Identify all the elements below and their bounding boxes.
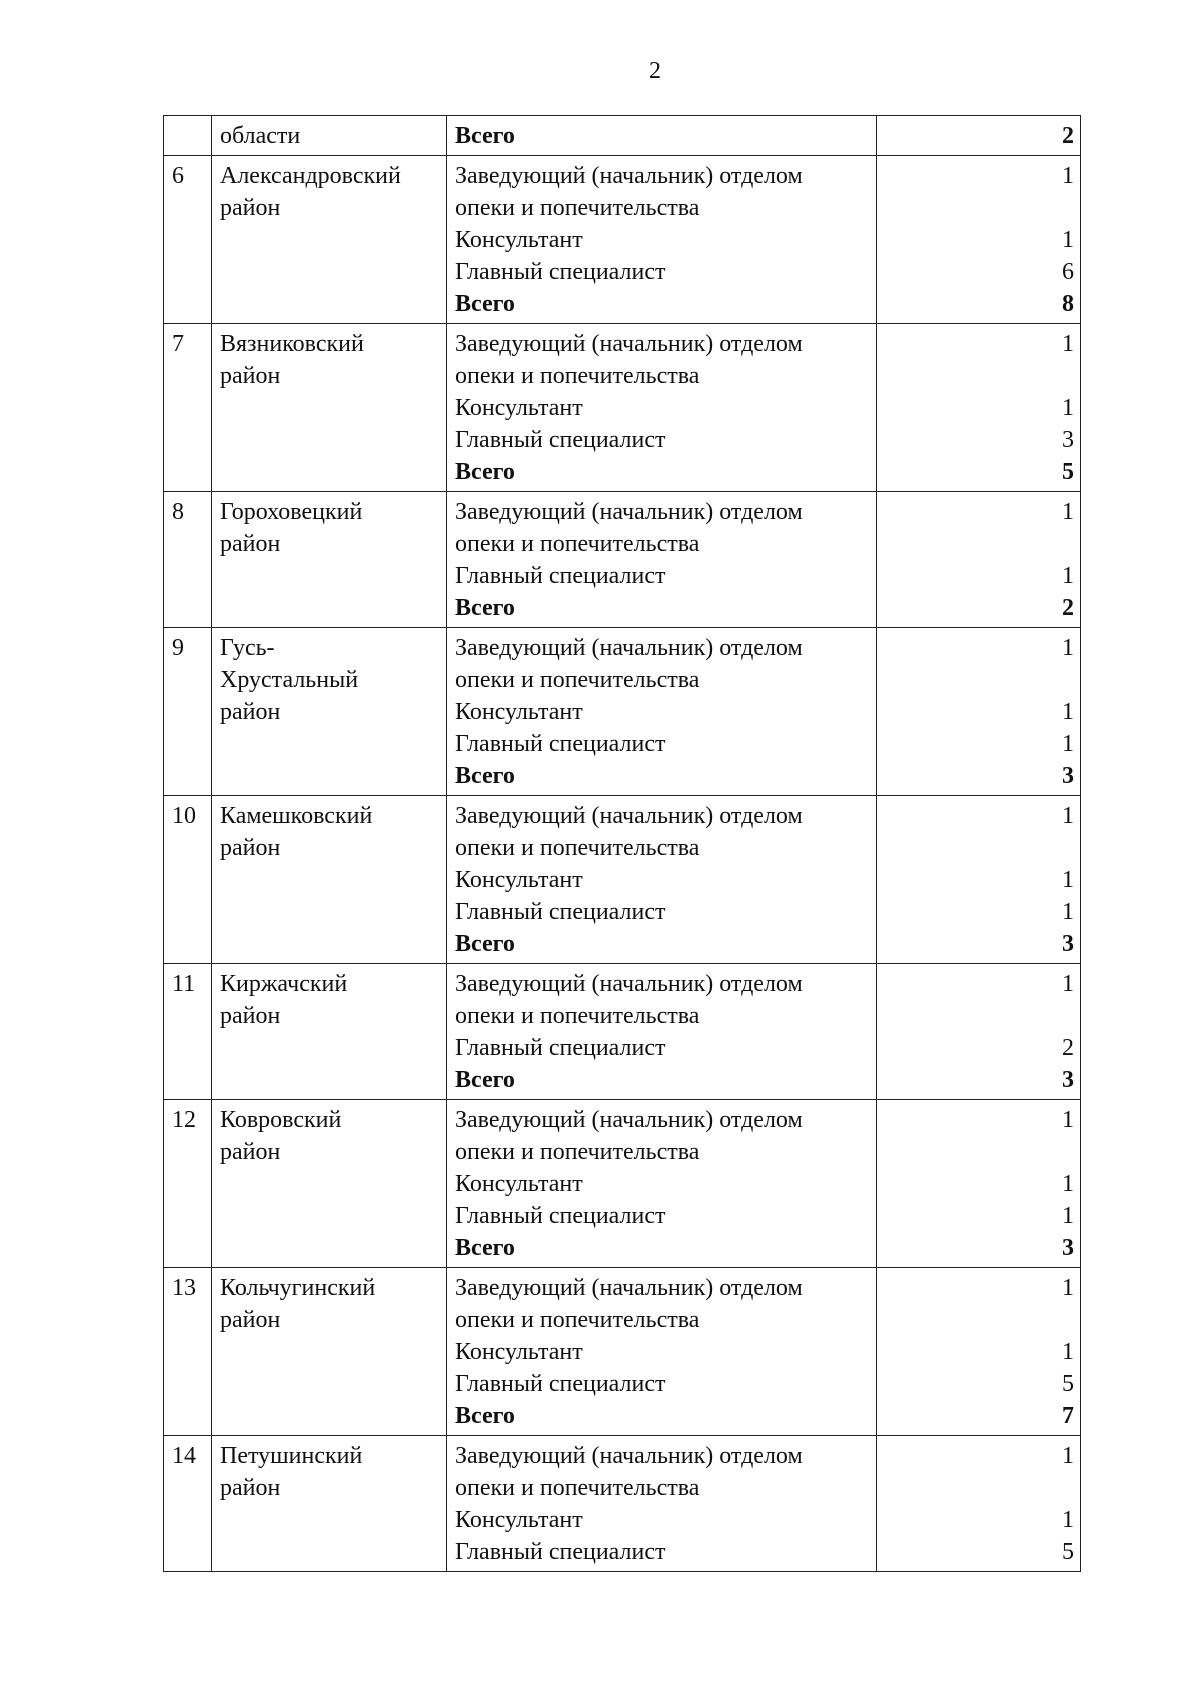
district-cell [212, 1268, 447, 1436]
position-count: 1 [1062, 227, 1074, 253]
table-row [164, 1436, 1081, 1572]
count-spacer [885, 360, 1074, 392]
positions-cell [447, 324, 877, 492]
table-row [164, 1268, 1081, 1436]
position-title-line: опеки и попечительства [455, 1003, 700, 1029]
district-name-line: район [220, 1139, 281, 1165]
position-title-line: Главный специалист [455, 563, 666, 589]
position-count: 1 [1062, 899, 1074, 925]
district-cell [212, 628, 447, 796]
position-title-line: Заведующий (начальник) отделом [455, 163, 803, 189]
row-number-cell [164, 964, 212, 1100]
district-name-line: Гороховецкий [220, 499, 363, 525]
position-count: 1 [1062, 1107, 1074, 1133]
position-title-line: Заведующий (начальник) отделом [455, 331, 803, 357]
row-number: 12 [172, 1107, 196, 1133]
position-count: 1 [1062, 395, 1074, 421]
table-row [164, 964, 1081, 1100]
row-number: 13 [172, 1275, 196, 1301]
position-title-line: Главный специалист [455, 1371, 666, 1397]
count-spacer [885, 192, 1074, 224]
total-count: 7 [1062, 1403, 1074, 1429]
district-name-line: район [220, 1475, 281, 1501]
row-number-cell [164, 628, 212, 796]
district-name-line: район [220, 699, 281, 725]
position-count: 1 [1062, 563, 1074, 589]
total-count: 2 [1062, 595, 1074, 621]
total-label: Всего [455, 123, 515, 149]
total-label: Всего [455, 1403, 515, 1429]
position-count: 1 [1062, 1203, 1074, 1229]
table-row [164, 796, 1081, 964]
district-name: области [220, 123, 301, 149]
district-name-line: Александровский [220, 163, 401, 189]
position-count: 1 [1062, 1171, 1074, 1197]
position-title-line: Главный специалист [455, 1035, 666, 1061]
total-label: Всего [455, 1235, 515, 1261]
row-number-cell [164, 156, 212, 324]
district-cell [212, 1436, 447, 1572]
position-count: 1 [1062, 1443, 1074, 1469]
counts-cell [877, 964, 1081, 1100]
position-title-line: Главный специалист [455, 1539, 666, 1565]
district-name-line: район [220, 363, 281, 389]
total-label: Всего [455, 459, 515, 485]
position-count: 1 [1062, 331, 1074, 357]
counts-cell [877, 796, 1081, 964]
row-number-cell [164, 324, 212, 492]
total-count: 2 [1062, 123, 1074, 149]
position-title-line: Главный специалист [455, 427, 666, 453]
position-title-line: опеки и попечительства [455, 363, 700, 389]
row-number-cell [164, 492, 212, 628]
district-cell [212, 324, 447, 492]
table-row [164, 324, 1081, 492]
position-title-line: опеки и попечительства [455, 195, 700, 221]
position-count: 1 [1062, 699, 1074, 725]
counts-cell [877, 156, 1081, 324]
position-title-line: Консультант [455, 395, 583, 421]
counts-cell [877, 116, 1081, 156]
position-title-line: Консультант [455, 1171, 583, 1197]
total-count: 3 [1062, 1235, 1074, 1261]
counts-cell [877, 324, 1081, 492]
district-name-line: Камешковский [220, 803, 373, 829]
total-label: Всего [455, 763, 515, 789]
count-spacer [885, 1136, 1074, 1168]
position-title-line: Главный специалист [455, 731, 666, 757]
staffing-table [163, 115, 1081, 1572]
district-cell [212, 1100, 447, 1268]
count-spacer [885, 1472, 1074, 1504]
table-row [164, 1100, 1081, 1268]
district-name-line: Вязниковский [220, 331, 364, 357]
district-cell [212, 156, 447, 324]
row-number: 8 [172, 499, 184, 525]
row-number: 10 [172, 803, 196, 829]
positions-cell [447, 492, 877, 628]
position-title-line: опеки и попечительства [455, 1139, 700, 1165]
position-title-line: Консультант [455, 867, 583, 893]
position-count: 5 [1062, 1539, 1074, 1565]
position-count: 1 [1062, 1507, 1074, 1533]
position-title-line: Консультант [455, 1507, 583, 1533]
table-row-continuation [164, 116, 1081, 156]
position-title-line: опеки и попечительства [455, 531, 700, 557]
district-name-line: район [220, 195, 281, 221]
row-number: 7 [172, 331, 184, 357]
position-title-line: Заведующий (начальник) отделом [455, 971, 803, 997]
position-title-line: Консультант [455, 227, 583, 253]
position-count: 2 [1062, 1035, 1074, 1061]
counts-cell [877, 1268, 1081, 1436]
counts-cell [877, 628, 1081, 796]
district-name-line: Ковровский [220, 1107, 342, 1133]
district-name-line: Гусь- [220, 635, 275, 661]
position-title-line: Заведующий (начальник) отделом [455, 803, 803, 829]
position-count: 1 [1062, 803, 1074, 829]
district-cell [212, 796, 447, 964]
total-label: Всего [455, 595, 515, 621]
position-count: 1 [1062, 499, 1074, 525]
position-title-line: опеки и попечительства [455, 1475, 700, 1501]
row-number-cell [164, 1436, 212, 1572]
district-name-line: район [220, 835, 281, 861]
total-label: Всего [455, 931, 515, 957]
total-count: 3 [1062, 763, 1074, 789]
position-title-line: Главный специалист [455, 1203, 666, 1229]
table-row [164, 492, 1081, 628]
position-title-line: Консультант [455, 699, 583, 725]
table-row [164, 628, 1081, 796]
total-label: Всего [455, 291, 515, 317]
count-spacer [885, 1304, 1074, 1336]
position-title-line: опеки и попечительства [455, 1307, 700, 1333]
position-count: 6 [1062, 259, 1074, 285]
district-name-line: район [220, 1307, 281, 1333]
position-count: 1 [1062, 1339, 1074, 1365]
position-title-line: Главный специалист [455, 899, 666, 925]
row-number: 14 [172, 1443, 196, 1469]
position-count: 1 [1062, 1275, 1074, 1301]
count-spacer [885, 1000, 1074, 1032]
position-count: 3 [1062, 427, 1074, 453]
total-label: Всего [455, 1067, 515, 1093]
position-title-line: Заведующий (начальник) отделом [455, 635, 803, 661]
total-count: 5 [1062, 459, 1074, 485]
counts-cell [877, 1436, 1081, 1572]
positions-cell [447, 1100, 877, 1268]
count-spacer [885, 832, 1074, 864]
district-name-line: район [220, 1003, 281, 1029]
row-number: 9 [172, 635, 184, 661]
position-title-line: опеки и попечительства [455, 835, 700, 861]
counts-cell [877, 492, 1081, 628]
positions-cell [447, 1436, 877, 1572]
row-number: 11 [172, 971, 196, 997]
positions-cell [447, 116, 877, 156]
district-name-line: Кольчугинский [220, 1275, 376, 1301]
district-name-line: Киржачский [220, 971, 348, 997]
district-name-line: Петушинский [220, 1443, 363, 1469]
table-row [164, 156, 1081, 324]
position-count: 1 [1062, 635, 1074, 661]
position-title-line: Заведующий (начальник) отделом [455, 1107, 803, 1133]
position-count: 5 [1062, 1371, 1074, 1397]
position-title-line: Главный специалист [455, 259, 666, 285]
position-count: 1 [1062, 163, 1074, 189]
district-name-line: Хрустальный [220, 667, 359, 693]
position-count: 1 [1062, 731, 1074, 757]
position-title-line: опеки и попечительства [455, 667, 700, 693]
total-count: 8 [1062, 291, 1074, 317]
count-spacer [885, 528, 1074, 560]
position-count: 1 [1062, 867, 1074, 893]
position-title-line: Заведующий (начальник) отделом [455, 1443, 803, 1469]
row-number-cell [164, 1100, 212, 1268]
position-title-line: Заведующий (начальник) отделом [455, 499, 803, 525]
row-number: 6 [172, 163, 184, 189]
position-title-line: Консультант [455, 1339, 583, 1365]
district-cell [212, 116, 447, 156]
positions-cell [447, 628, 877, 796]
counts-cell [877, 1100, 1081, 1268]
staffing-table-body [164, 116, 1081, 1572]
position-count: 1 [1062, 971, 1074, 997]
total-count: 3 [1062, 931, 1074, 957]
positions-cell [447, 1268, 877, 1436]
row-number-cell [164, 1268, 212, 1436]
district-name-line: район [220, 531, 281, 557]
row-number-cell [164, 116, 212, 156]
count-spacer [885, 664, 1074, 696]
positions-cell [447, 964, 877, 1100]
page-number: 2 [649, 58, 661, 84]
positions-cell [447, 796, 877, 964]
total-count: 3 [1062, 1067, 1074, 1093]
positions-cell [447, 156, 877, 324]
district-cell [212, 964, 447, 1100]
district-cell [212, 492, 447, 628]
position-title-line: Заведующий (начальник) отделом [455, 1275, 803, 1301]
row-number-cell [164, 796, 212, 964]
